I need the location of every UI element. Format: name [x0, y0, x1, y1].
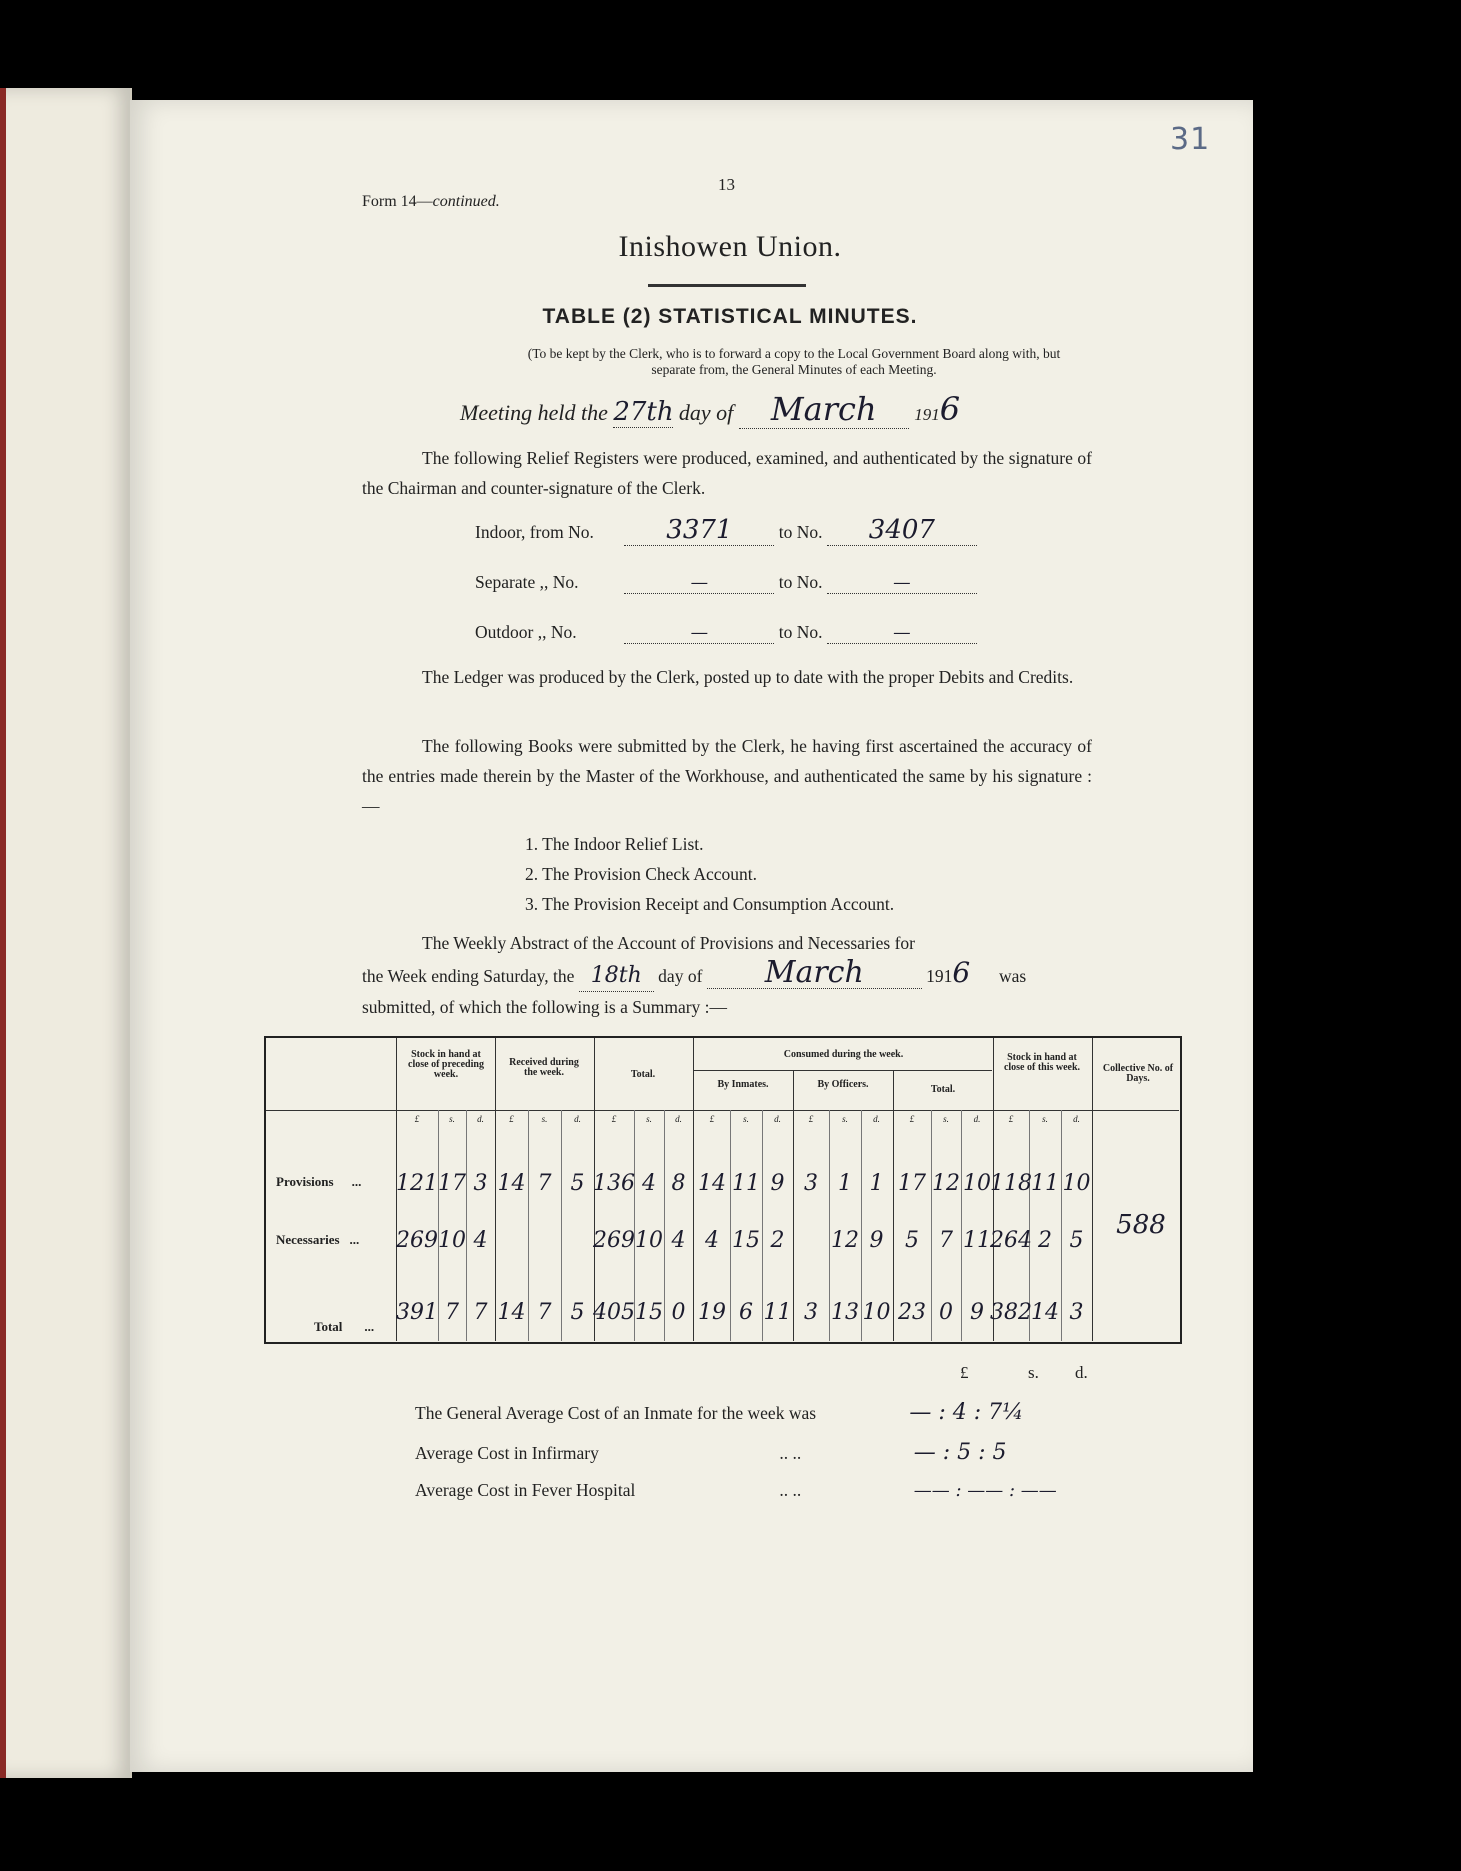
table-cell: 14	[497, 1171, 526, 1196]
register-separate-to: —	[827, 573, 977, 594]
meeting-prefix: Meeting held the	[460, 400, 608, 425]
abstract-month: March	[707, 958, 922, 989]
register-separate-label: Separate ,, No.	[475, 572, 579, 592]
ledger-paragraph-text: The Ledger was produced by the Clerk, posted up to date with the proper Debits and Credits.	[422, 667, 1074, 687]
books-paragraph	[362, 731, 1092, 821]
avg-infirmary-label: Average Cost in Infirmary	[415, 1443, 599, 1463]
table-cell: 8	[671, 1171, 686, 1196]
table-cell: 4	[705, 1228, 719, 1253]
table-cell: 7	[939, 1228, 953, 1253]
abstract-line-1: The Weekly Abstract of the Account of Provisions and Necessaries for	[422, 933, 915, 953]
abstract-day-of: day of	[658, 966, 703, 986]
table-cell: 11	[732, 1171, 760, 1196]
unit-label: £	[909, 1114, 915, 1124]
avg-fever-row	[415, 1480, 1057, 1501]
table-cell: 4	[642, 1171, 656, 1196]
unit-label: £	[1008, 1114, 1014, 1124]
table-cell: 118	[990, 1171, 1032, 1196]
table-cell: 7	[537, 1171, 552, 1196]
union-title: Inishowen Union.	[618, 230, 842, 263]
table-cell: 5	[1069, 1228, 1084, 1253]
table-cell: 4	[671, 1228, 686, 1253]
table-cell: 5	[570, 1171, 585, 1196]
table-cell: 14	[497, 1300, 526, 1325]
register-outdoor-to: —	[827, 623, 977, 644]
unit-label: £	[414, 1114, 420, 1124]
table-cell: 382	[990, 1300, 1032, 1325]
avg-inmate-row	[415, 1400, 1024, 1425]
abstract-line-3: submitted, of which the following is a Summary :—	[362, 997, 728, 1017]
row-dots: ...	[351, 1174, 362, 1189]
table-cell: 9	[869, 1228, 884, 1253]
book-spine-edge	[0, 88, 6, 1778]
register-separate-from: —	[624, 573, 774, 594]
unit-label: d.	[973, 1114, 981, 1124]
instruction-line-2: separate from, the General Minutes of each Meeting.	[651, 362, 937, 377]
register-indoor	[475, 515, 977, 546]
table-cell: 9	[770, 1171, 785, 1196]
document-page	[130, 100, 1253, 1772]
table-cell: 136	[593, 1171, 635, 1196]
table-cell: 15	[635, 1300, 663, 1325]
table-cell: 11	[763, 1300, 792, 1325]
registers-paragraph-text: The following Relief Registers were produced, examined, and authenticated by the signature of the Chairman and counter-signature of the Clerk.	[362, 448, 1092, 498]
table-cell: 269	[396, 1228, 438, 1253]
unit-label: d.	[675, 1114, 682, 1124]
register-indoor-from: 3371	[624, 515, 774, 546]
collective-days-value: 588	[1116, 1210, 1166, 1240]
book-item: 3. The Provision Receipt and Consumption Account.	[525, 894, 895, 914]
avg-col-shilling: s.	[1028, 1363, 1039, 1382]
register-outdoor-to-label: to No.	[778, 622, 823, 642]
avg-col-pound: £	[960, 1363, 969, 1382]
table-cell: 391	[396, 1300, 438, 1325]
meeting-day-of: day of	[678, 400, 734, 425]
book-item: 1. The Indoor Relief List.	[525, 834, 704, 854]
meeting-month: March	[739, 390, 909, 429]
avg-infirmary-dots: .. ..	[779, 1443, 802, 1463]
row-label-necessaries-text: Necessaries	[276, 1232, 340, 1247]
table-cell: 1	[838, 1171, 852, 1196]
register-outdoor	[475, 622, 977, 644]
register-separate-to-label: to No.	[778, 572, 823, 592]
table-cell: 405	[593, 1300, 635, 1325]
ledger-paragraph	[362, 662, 1092, 692]
avg-inmate-label: The General Average Cost of an Inmate for the week was	[415, 1403, 817, 1423]
unit-label: d.	[1073, 1114, 1080, 1124]
form-label-continued: continued.	[432, 193, 500, 210]
hdr-stock-hand: Stock in hand at close of preceding week.	[408, 1049, 484, 1080]
table-cell: 23	[898, 1300, 926, 1325]
abstract-year-prefix: 191	[926, 966, 953, 986]
abstract-year-digit: 6	[952, 956, 971, 989]
table-cell: 6	[739, 1300, 753, 1325]
avg-infirmary-row	[415, 1440, 1007, 1465]
register-indoor-to-label: to No.	[778, 522, 823, 542]
unit-label: s.	[646, 1114, 652, 1124]
table-cell: 14	[1031, 1300, 1059, 1325]
register-outdoor-from: —	[624, 623, 774, 644]
avg-fever-dots: .. ..	[779, 1480, 802, 1500]
table-cell: 12	[932, 1171, 960, 1196]
abstract-was: was	[998, 966, 1027, 986]
table-cell: 7	[537, 1300, 552, 1325]
unit-label: £	[611, 1114, 617, 1124]
title-rule	[648, 284, 806, 287]
unit-label: £	[808, 1114, 814, 1124]
unit-label: s.	[1042, 1114, 1048, 1124]
table-title: TABLE (2) STATISTICAL MINUTES.	[542, 305, 918, 328]
hdr-by-inmates: By Inmates.	[717, 1079, 769, 1090]
table-cell: 2	[770, 1228, 785, 1253]
unit-label: s.	[541, 1114, 548, 1124]
table-cell: 17	[438, 1171, 466, 1196]
table-cell: 3	[804, 1300, 818, 1325]
row-dots: ...	[349, 1232, 360, 1247]
table-cell: 3	[804, 1171, 818, 1196]
unit-label: £	[709, 1114, 715, 1124]
avg-col-pence: d.	[1075, 1363, 1088, 1382]
table-cell: 3	[473, 1171, 488, 1196]
unit-label: s.	[842, 1114, 848, 1124]
row-dots: ...	[364, 1319, 375, 1334]
table-cell: 11	[963, 1228, 991, 1253]
consumed-subrule	[694, 1070, 992, 1071]
hdr-consumed-total: Total.	[930, 1084, 956, 1095]
form-label	[362, 193, 500, 211]
table-cell: 19	[698, 1300, 726, 1325]
table-cell: 269	[593, 1228, 635, 1253]
table-cell: 0	[671, 1300, 686, 1325]
meeting-year-digit: 6	[939, 390, 961, 428]
instruction-note	[380, 346, 1208, 378]
table-cell: 10	[438, 1228, 466, 1253]
table-cell: 1	[869, 1171, 884, 1196]
table-cell: 10	[1062, 1171, 1091, 1196]
abstract-day: 18th	[579, 961, 654, 992]
abstract-week-prefix: the Week ending Saturday, the	[362, 966, 575, 986]
summary-table	[264, 1036, 1182, 1344]
register-outdoor-label: Outdoor ,, No.	[475, 622, 577, 642]
books-paragraph-text: The following Books were submitted by the Clerk, he having first ascertained the accuracy of the entries made therein by the Master of the Workhouse, and authenticated the same by his signature :—	[362, 736, 1092, 816]
table-cell: 7	[445, 1300, 459, 1325]
avg-inmate-value: — : 4 : 7¼	[909, 1400, 1024, 1425]
table-cell: 10	[635, 1228, 663, 1253]
left-facing-page	[0, 88, 132, 1778]
hdr-total: Total.	[630, 1069, 656, 1080]
table-cell: 11	[1031, 1171, 1059, 1196]
row-label-provisions-text: Provisions	[276, 1174, 334, 1189]
unit-label: d.	[574, 1114, 581, 1124]
row-label-provisions	[276, 1174, 361, 1190]
row-label-total	[314, 1319, 374, 1335]
table-cell: 17	[898, 1171, 926, 1196]
hdr-stock-close: Stock in hand at close of this week.	[1003, 1052, 1081, 1073]
hdr-received: Received during the week.	[509, 1057, 579, 1078]
avg-fever-label: Average Cost in Fever Hospital	[415, 1480, 636, 1500]
row-label-necessaries	[276, 1232, 359, 1248]
unit-label: d.	[477, 1114, 484, 1124]
unit-label: £	[509, 1114, 514, 1124]
table-cell: 13	[831, 1300, 859, 1325]
form-label-text: Form 14—	[362, 193, 433, 210]
abstract-paragraph	[362, 928, 1092, 1022]
table-cell: 9	[970, 1300, 984, 1325]
register-separate	[475, 572, 977, 594]
avg-infirmary-value: — : 5 : 5	[913, 1440, 1007, 1465]
meeting-day: 27th	[613, 397, 674, 427]
unit-label: s.	[743, 1114, 749, 1124]
folio-stamp: 31	[1170, 122, 1211, 157]
table-cell: 0	[939, 1300, 953, 1325]
table-cell: 7	[473, 1300, 488, 1325]
table-cell: 12	[831, 1228, 859, 1253]
book-item: 2. The Provision Check Account.	[525, 864, 758, 884]
avg-fever-value: —— : —— : ——	[913, 1480, 1057, 1501]
registers-paragraph	[362, 443, 1092, 503]
table-cell: 264	[990, 1228, 1032, 1253]
register-indoor-to: 3407	[827, 515, 977, 546]
hdr-consumed: Consumed during the week.	[783, 1049, 904, 1060]
unit-label: s.	[449, 1114, 455, 1124]
table-cell: 10	[963, 1171, 991, 1196]
table-cell: 5	[570, 1300, 585, 1325]
table-cell: 3	[1069, 1300, 1084, 1325]
header-rule	[266, 1110, 1179, 1111]
register-indoor-label: Indoor, from No.	[475, 522, 594, 542]
meeting-year-prefix: 191	[914, 405, 940, 424]
hdr-collective-days: Collective No. of Days.	[1102, 1063, 1174, 1084]
meeting-line	[460, 390, 960, 429]
instruction-line-1: (To be kept by the Clerk, who is to forward a copy to the Local Government Board along with, but	[527, 346, 1061, 361]
table-cell: 5	[905, 1228, 919, 1253]
books-list	[525, 829, 894, 919]
printed-page-number: 13	[718, 175, 735, 194]
table-cell: 15	[732, 1228, 760, 1253]
table-cell: 4	[473, 1228, 488, 1253]
unit-label: d.	[774, 1114, 781, 1124]
table-cell: 14	[698, 1171, 726, 1196]
table-cell: 2	[1038, 1228, 1052, 1253]
unit-label: s.	[943, 1114, 949, 1124]
unit-label: d.	[873, 1114, 880, 1124]
hdr-by-officers: By Officers.	[817, 1079, 869, 1090]
table-cell: 10	[862, 1300, 891, 1325]
table-cell: 121	[396, 1171, 438, 1196]
row-label-total-text: Total	[314, 1319, 343, 1334]
